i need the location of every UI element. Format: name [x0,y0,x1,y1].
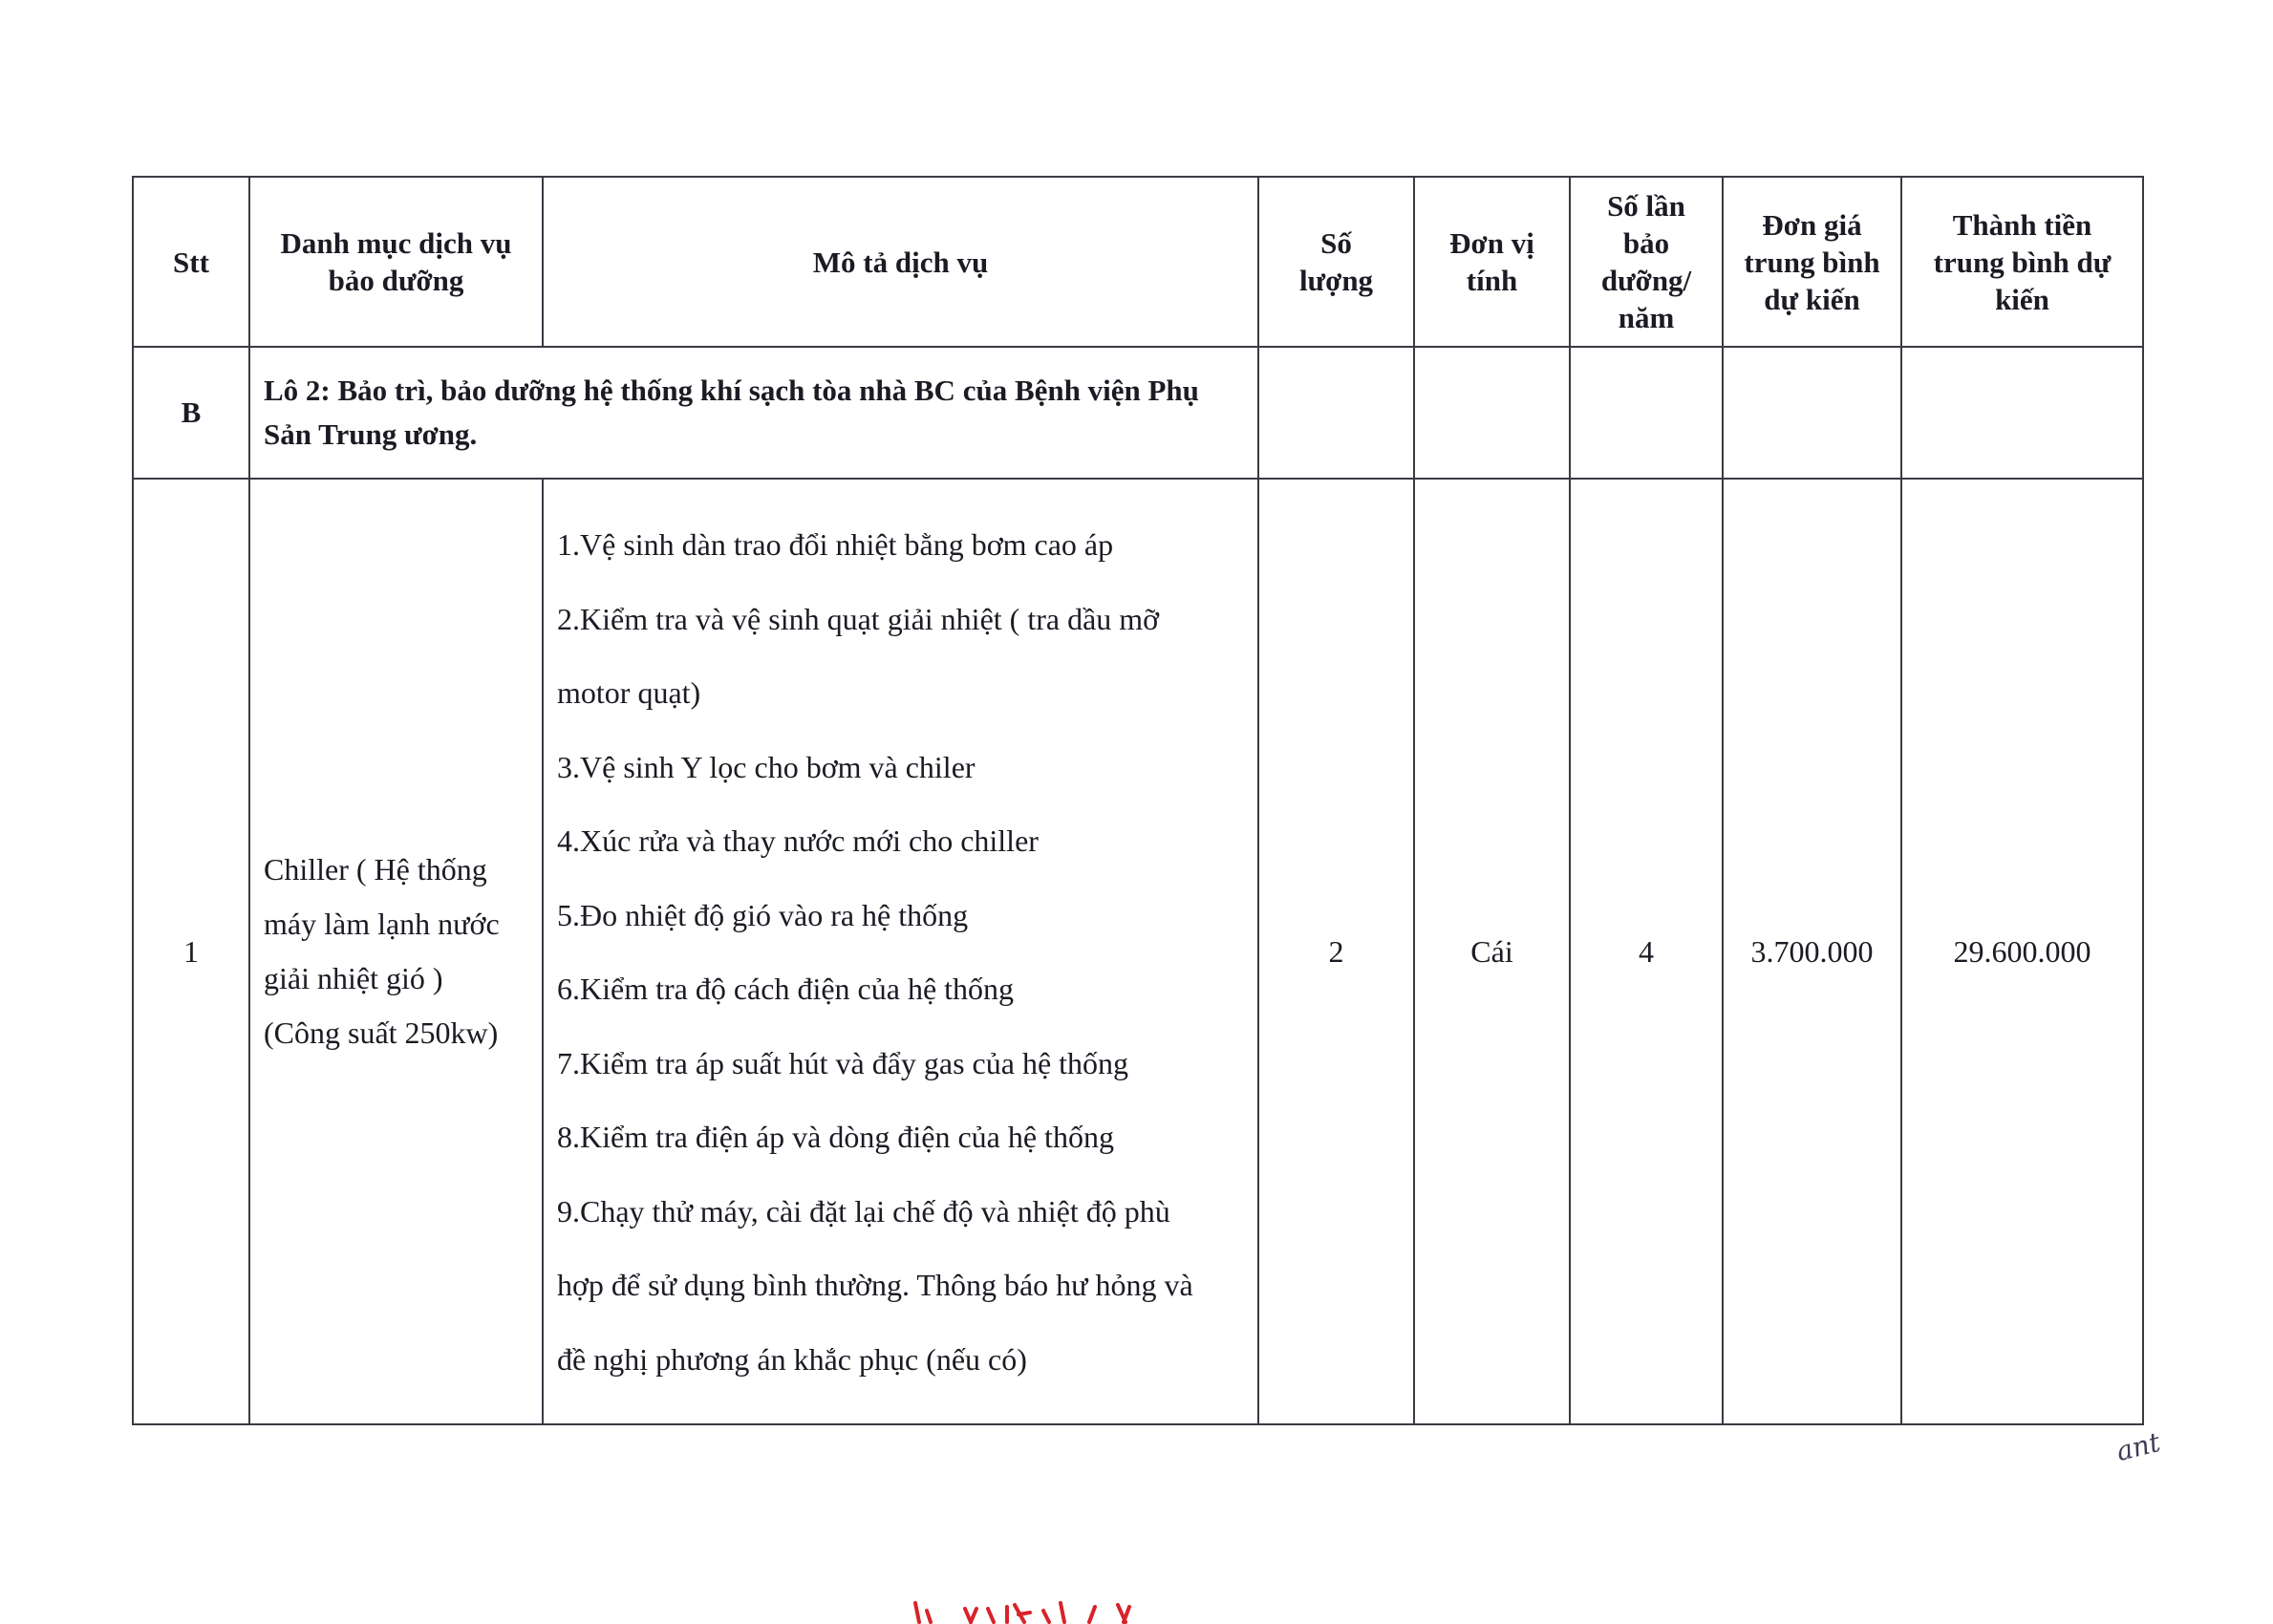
item-times-per-year: 4 [1570,479,1723,1424]
category-line: Chiller ( Hệ thống [264,852,487,887]
lot-title: Lô 2: Bảo trì, bảo dưỡng hệ thống khí sạch tòa nhà BC của Bệnh viện Phụ Sản Trung ương. [249,347,1258,479]
description-line: 9.Chạy thử máy, cài đặt lại chế độ và nhiệt độ phù [557,1193,1170,1229]
header-category: Danh mục dịch vụ bảo dưỡng [249,177,543,347]
header-unit: Đơn vị tính [1414,177,1570,347]
item-description [543,479,1258,1424]
description-line: 5.Đo nhiệt độ gió vào ra hệ thống [557,897,969,932]
header-quantity: Số lượng [1258,177,1414,347]
lot-empty-cell [1901,347,2143,479]
header-description: Mô tả dịch vụ [543,177,1258,347]
lot-empty-cell [1723,347,1901,479]
service-table [132,176,2144,1425]
description-line: 6.Kiểm tra độ cách điện của hệ thống [557,972,1015,1006]
red-stamp-fragment [908,1597,1194,1624]
lot-row [133,347,2143,479]
category-line: (Công suất 250kw) [264,1015,499,1050]
description-line: 7.Kiểm tra áp suất hút và đẩy gas của hệ thống [557,1045,1129,1080]
item-row [133,479,2143,1424]
header-stt: Stt [133,177,249,347]
description-line: 8.Kiểm tra điện áp và dòng điện của hệ thống [557,1120,1114,1154]
header-row [133,177,2143,347]
description-line: hợp để sử dụng bình thường. Thông báo hư hỏng và [557,1268,1193,1302]
lot-code: B [133,347,249,479]
description-line: 2.Kiểm tra và vệ sinh quạt giải nhiệt ( tra dầu mỡ [557,601,1160,636]
description-line: 4.Xúc rửa và thay nước mới cho chiller [557,823,1039,858]
lot-empty-cell [1570,347,1723,479]
header-unit-price: Đơn giá trung bình dự kiến [1723,177,1901,347]
description-line: đề nghị phương án khắc phục (nếu có) [557,1341,1027,1377]
item-stt: 1 [133,479,249,1424]
description-line: 1.Vệ sinh dàn trao đổi nhiệt bằng bơm cao áp [557,527,1114,562]
item-unit: Cái [1414,479,1570,1424]
description-line: motor quạt) [557,675,701,710]
header-total: Thành tiền trung bình dự kiến [1901,177,2143,347]
item-category [249,479,543,1424]
item-total: 29.600.000 [1901,479,2143,1424]
item-quantity: 2 [1258,479,1414,1424]
header-times-per-year: Số lần bảo dưỡng/ năm [1570,177,1723,347]
lot-empty-cell [1414,347,1570,479]
lot-empty-cell [1258,347,1414,479]
category-line: giải nhiệt gió ) [264,961,443,995]
category-line: máy làm lạnh nước [264,907,500,941]
item-unit-price: 3.700.000 [1723,479,1901,1424]
description-line: 3.Vệ sinh Y lọc cho bơm và chiler [557,749,976,784]
handwritten-initials: ant [2112,1425,2164,1468]
